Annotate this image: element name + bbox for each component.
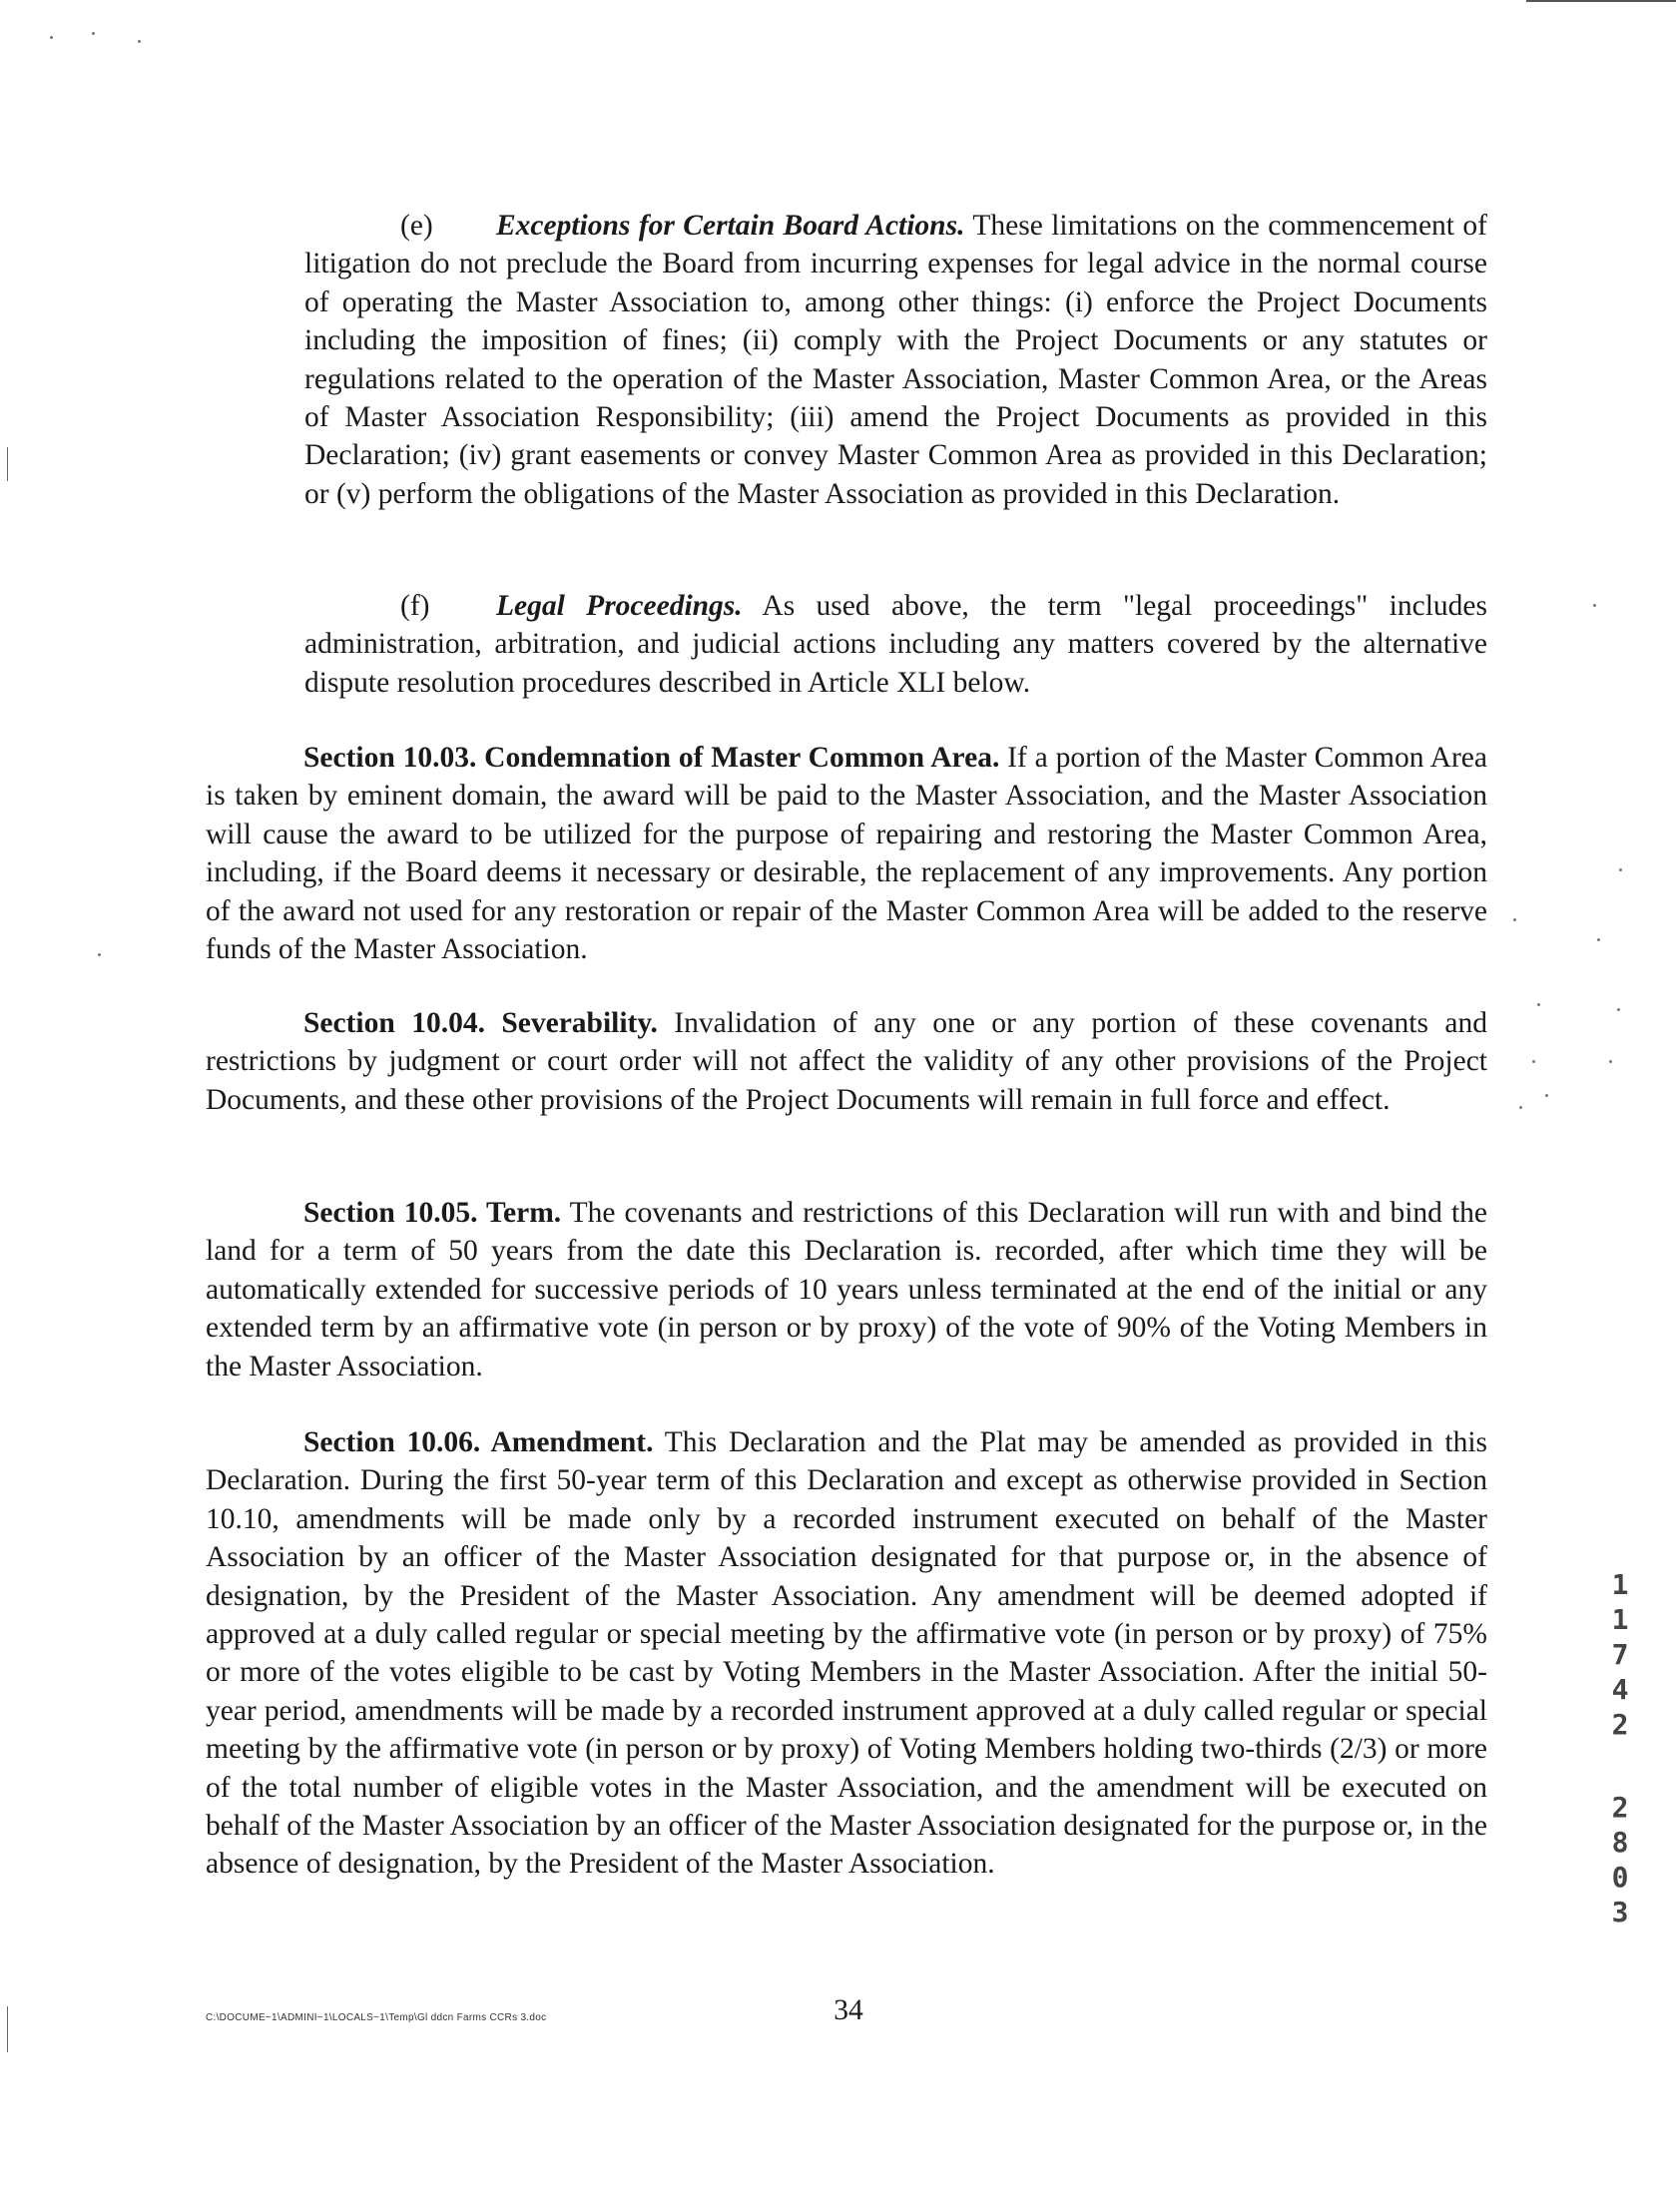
section-10-06 <box>206 1423 1487 1884</box>
section-10-04 <box>206 1004 1487 1119</box>
scan-speck <box>1609 1060 1612 1063</box>
stamp-digit: 1 <box>1611 1603 1629 1636</box>
paragraph-f-text: As used above, the term "legal proceedings" includes administration, arbitration, and judicial actions including any matters covered by the alternative dispute resolution procedures described in Article XLI below. <box>304 590 1487 699</box>
paragraph-e-title: Exceptions for Certain Board Actions. <box>496 210 965 242</box>
section-10-04-text: Invalidation of any one or any portion of these covenants and restrictions by judgment or court order will not affect the validity of any other provisions of the Project Documents, and these other provisions of the Project Documents will remain in full force and effect. <box>206 1007 1487 1116</box>
footer-file-path: C:\DOCUME~1\ADMINI~1\LOCALS~1\Temp\Gl ddcn Farms CCRs 3.doc <box>206 2012 547 2023</box>
scan-speck <box>1513 918 1516 921</box>
scan-speck <box>92 32 95 35</box>
paragraph-f-title: Legal Proceedings. <box>496 590 743 622</box>
stamp-digit: 2 <box>1611 1708 1629 1741</box>
scan-artifact-line <box>7 447 8 481</box>
stamp-digit: 2 <box>1611 1791 1629 1824</box>
paragraph-f <box>304 587 1487 702</box>
section-10-06-heading: Section 10.06. Amendment. <box>303 1426 654 1458</box>
page-number: 34 <box>834 1994 863 2026</box>
paragraph-e-label: (e) <box>400 210 433 242</box>
stamp-digit: 3 <box>1611 1896 1629 1929</box>
stamp-digit: 1 <box>1611 1568 1629 1601</box>
stamp-gap <box>1605 1742 1635 1790</box>
stamp-digit: 4 <box>1611 1673 1629 1706</box>
stamp-digit: 8 <box>1611 1826 1629 1859</box>
scan-speck <box>1619 868 1622 871</box>
scan-speck <box>138 40 141 43</box>
section-10-05 <box>206 1194 1487 1385</box>
scan-speck <box>50 36 53 39</box>
section-10-03-heading: Section 10.03. Condemnation of Master Common Area. <box>303 742 1000 774</box>
scan-artifact-line <box>7 2006 8 2052</box>
recording-number-stamp <box>1605 1567 1635 1930</box>
scan-speck <box>1617 1008 1620 1011</box>
scan-speck <box>98 953 101 956</box>
top-edge-rule <box>1526 0 1676 2</box>
section-10-03 <box>206 739 1487 968</box>
scan-speck <box>1545 1094 1548 1097</box>
scan-speck <box>1597 938 1600 941</box>
paragraph-e <box>304 207 1487 513</box>
scan-speck <box>1593 604 1596 607</box>
scan-speck <box>1519 1106 1522 1109</box>
stamp-digit: 0 <box>1611 1861 1629 1894</box>
paragraph-e-text: These limitations on the commencement of litigation do not preclude the Board from incurring expenses for legal advice in the normal course of operating the Master Association to, among other things: (i) enforce the Project Documents including the imposition of fines; (ii) comply with the Project Documents or any statutes or regulations related to the operation of the Master Association, Master Common Area, or the Areas of Master Association Responsibility; (iii) amend the Project Documents as provided in this Declaration; (iv) grant easements or convey Master Common Area as provided in this Declaration; or (v) perform the obligations of the Master Association as provided in this Declaration. <box>304 210 1487 510</box>
paragraph-f-label: (f) <box>400 590 430 622</box>
scan-speck <box>1537 1003 1540 1006</box>
section-10-05-text: The covenants and restrictions of this Declaration will run with and bind the land for a term of 50 years from the date this Declaration is. recorded, after which time they will be automatically extended for successive periods of 10 years unless terminated at the end of the initial or any extended term by an affirmative vote (in person or by proxy) of the vote of 90% of the Voting Members in the Master Association. <box>206 1197 1487 1382</box>
section-10-05-heading: Section 10.05. Term. <box>303 1197 562 1229</box>
section-10-04-heading: Section 10.04. Severability. <box>303 1007 658 1039</box>
scan-speck <box>1532 1060 1535 1063</box>
section-10-06-text: This Declaration and the Plat may be amended as provided in this Declaration. During the first 50-year term of this Declaration and except as otherwise provided in Section 10.10, amendments will be made only by a recorded instrument executed on behalf of the Master Association by an officer of the Master Association designated for that purpose or, in the absence of designation, by the President of the Master Association. Any amendment will be deemed adopted if approved at a duly called regular or special meeting by the affirmative vote (in person or by proxy) of 75% or more of the votes eligible to be cast by Voting Members in the Master Association. After the initial 50-year period, amendments will be made by a recorded instrument approved at a duly called regular or special meeting by the affirmative vote (in person or by proxy) of Voting Members holding two-thirds (2/3) or more of the total number of eligible votes in the Master Association, and the amendment will be executed on behalf of the Master Association by an officer of the Master Association designated for the purpose or, in the absence of designation, by the President of the Master Association. <box>206 1426 1487 1881</box>
section-10-03-text: If a portion of the Master Common Area is taken by eminent domain, the award will be paid to the Master Association, and the Master Association will cause the award to be utilized for the purpose of repairing and restoring the Master Common Area, including, if the Board deems it necessary or desirable, the replacement of any improvements. Any portion of the award not used for any restoration or repair of the Master Common Area will be added to the reserve funds of the Master Association. <box>206 742 1487 966</box>
stamp-digit: 7 <box>1611 1638 1629 1671</box>
